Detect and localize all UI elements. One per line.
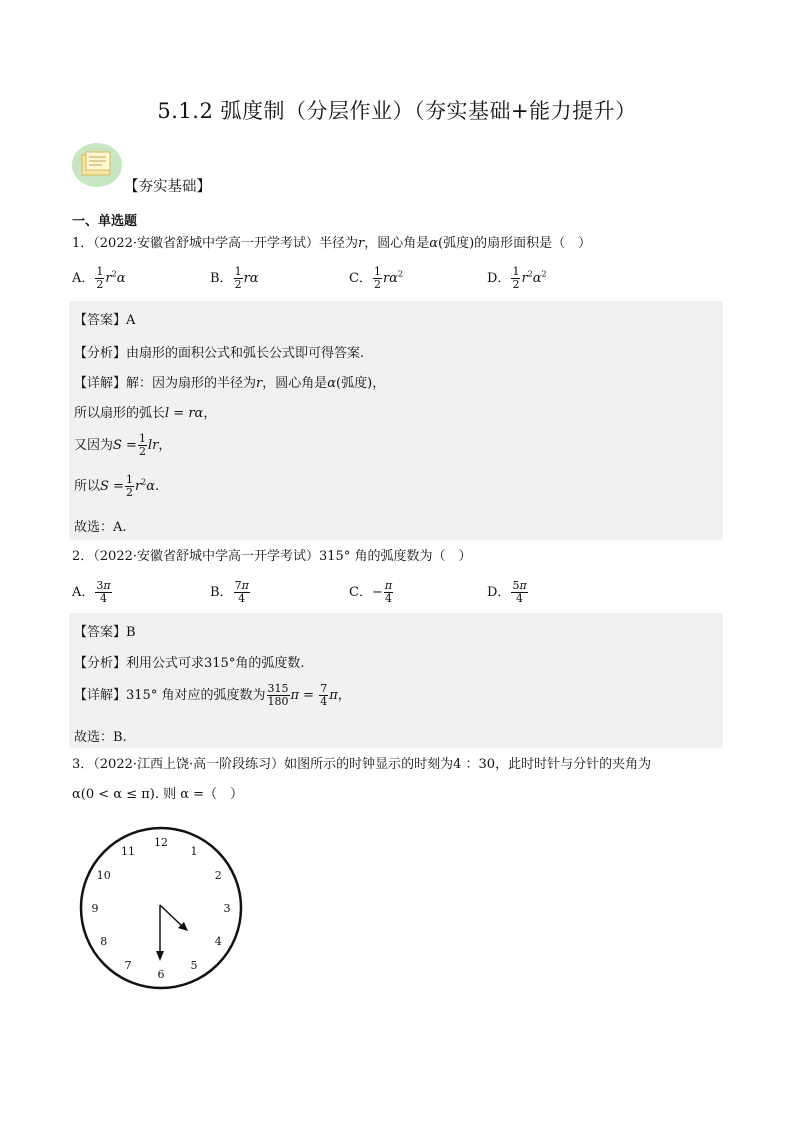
notebook-icon xyxy=(72,143,122,187)
clock-number-4: 4 xyxy=(214,935,222,948)
q1-analysis: 【分析】由扇形的面积公式和弧长公式即可得答案. xyxy=(74,346,365,361)
q2-solution-box xyxy=(69,613,723,748)
clock-number-8: 8 xyxy=(100,935,108,948)
q1-answer: 【答案】A xyxy=(74,313,136,328)
clock-number-10: 10 xyxy=(96,869,111,882)
q1-option-d: D． $\frac{1}{2}$ $r^2\alpha^2$ xyxy=(487,265,547,291)
q2-option-d: D． $\frac{5\pi}{4}$ xyxy=(487,579,527,605)
q1-detail-line4: 所以S = $\frac{1}{2}$ $r^2\alpha$. xyxy=(74,473,160,499)
q3-stem: 3．（2022·江西上饶·高一阶段练习）如图所示的时钟显示的时刻为4 ：30，此时时针与分针的夹角为 xyxy=(72,757,652,772)
clock-number-11: 11 xyxy=(121,844,135,858)
q3-stem-line2: α(0 < α ≤ π). 则 α =（ ） xyxy=(72,787,244,802)
clock-number-7: 7 xyxy=(124,959,132,973)
q2-choice: 故选：B. xyxy=(74,730,127,745)
minute-hand-arrow xyxy=(156,951,164,961)
q1-option-c: C． $\frac{1}{2}$ $r\alpha^2$ xyxy=(349,265,404,291)
q2-detail: 【详解】315° 角对应的弧度数为 $\frac{315}{180}$ π = $\frac{7}{4}$ π， xyxy=(74,682,351,708)
clock-number-12: 12 xyxy=(154,836,168,849)
q1-option-a: A． $\frac{1}{2}$ $r^2\alpha$ xyxy=(72,265,126,291)
clock-face xyxy=(81,828,241,988)
clock-number-2: 2 xyxy=(214,869,222,882)
q2-option-c: C．− $\frac{\pi}{4}$ xyxy=(349,579,393,605)
q1-choice: 故选：A. xyxy=(74,520,127,535)
clock-diagram xyxy=(78,825,244,991)
clock-number-6: 6 xyxy=(157,968,165,981)
type-heading: 一、单选题 xyxy=(72,214,138,229)
q1-detail-line2: 所以扇形的弧长l = rα， xyxy=(74,406,217,421)
hour-hand xyxy=(160,905,182,926)
clock-number-9: 9 xyxy=(91,902,99,915)
section-heading: 【夯实基础】 xyxy=(124,179,211,195)
q1-detail-line3: 又因为S = $\frac{1}{2}$ lr， xyxy=(74,432,172,458)
q2-option-b: B． $\frac{7\pi}{4}$ xyxy=(210,579,249,605)
page-title: 5.1.2 弧度制（分层作业）（夯实基础+能力提升） xyxy=(157,99,637,123)
q1-option-b: B． $\frac{1}{2}$ rα xyxy=(210,265,259,291)
q2-stem: 2．（2022·安徽省舒城中学高一开学考试）315° 角的弧度数为（ ） xyxy=(72,549,472,564)
q2-option-a: A． $\frac{3\pi}{4}$ xyxy=(72,579,111,605)
q2-answer: 【答案】B xyxy=(74,625,136,640)
clock-number-5: 5 xyxy=(190,959,198,973)
clock-number-3: 3 xyxy=(223,902,231,915)
q1-stem: 1．（2022·安徽省舒城中学高一开学考试）半径为r，圆心角是α(弧度)的扇形面积是（ ） xyxy=(72,236,592,251)
clock-number-1: 1 xyxy=(190,844,198,858)
q1-detail-line1: 【详解】解：因为扇形的半径为r，圆心角是α(弧度)， xyxy=(74,376,386,391)
q2-analysis: 【分析】利用公式可求315°角的弧度数. xyxy=(74,656,305,671)
